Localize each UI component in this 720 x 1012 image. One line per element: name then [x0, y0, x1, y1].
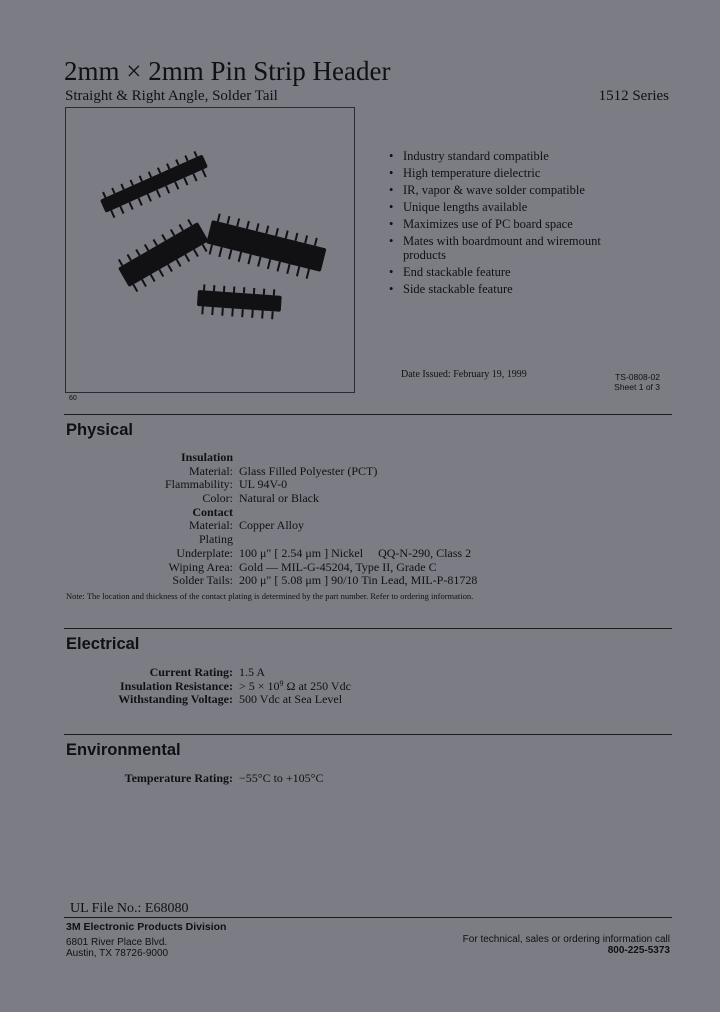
spec-value: Copper Alloy: [239, 518, 304, 533]
photo-id: 60: [69, 395, 77, 402]
spec-value: 100 μ" [ 2.54 μm ] Nickel QQ-N-290, Class 2: [239, 545, 472, 560]
feature-item: • Mates with boardmount and wiremount products: [387, 234, 627, 262]
spec-value: [239, 680, 664, 694]
spec-label: Material:: [189, 463, 233, 478]
spec-group-label: Insulation: [180, 450, 233, 464]
physical-specs: [64, 451, 664, 588]
spec-label: Color:: [202, 491, 233, 506]
document-number: [614, 372, 660, 392]
spec-group-label: Contact: [192, 504, 233, 519]
contact-text: For technical, sales or ordering information call: [462, 934, 670, 945]
spec-label: Current Rating:: [149, 665, 233, 679]
ts-number: TS-0808-02: [615, 372, 660, 382]
spec-value: 500 Vdc at Sea Level: [239, 692, 343, 707]
spec-row: [64, 492, 664, 506]
spec-row: [64, 666, 664, 680]
feature-item: • High temperature dielectric: [387, 166, 627, 180]
feature-item: • Side stackable feature: [387, 282, 627, 296]
environmental-specs: [64, 772, 664, 786]
address-line-2: Austin, TX 78726-9000: [66, 948, 169, 959]
pin-strip-3: [204, 212, 329, 281]
feature-item: • Maximizes use of PC board space: [387, 217, 627, 231]
spec-row: [64, 547, 664, 561]
spec-row: [64, 451, 664, 465]
page-subtitle: Straight & Right Angle, Solder Tail: [65, 88, 278, 104]
date-issued: Date Issued: February 19, 1999: [401, 369, 527, 380]
spec-value: Glass Filled Polyester (PCT): [239, 463, 378, 478]
feature-list: [387, 149, 627, 299]
spec-label: Insulation Resistance:: [119, 678, 233, 693]
spec-label: Withstanding Voltage:: [118, 692, 233, 707]
spec-label: Flammability:: [165, 477, 233, 492]
spec-row: [64, 506, 664, 520]
section-heading-physical: Physical: [66, 421, 133, 439]
pin-strip-1: [98, 149, 212, 220]
division-name: 3M Electronic Products Division: [66, 921, 227, 933]
address-line-1: 6801 River Place Blvd.: [66, 937, 168, 948]
footer-divider: [64, 917, 672, 918]
spec-row: [64, 519, 664, 533]
pin-header-illustration: [66, 108, 354, 392]
spec-label: Plating: [198, 532, 233, 547]
product-photo: [65, 107, 355, 393]
section-heading-environmental: Environmental: [66, 741, 181, 759]
phone-number: 800-225-5373: [607, 945, 670, 956]
feature-item: • End stackable feature: [387, 265, 627, 279]
spec-label: Underplate:: [176, 545, 233, 560]
spec-label: Solder Tails:: [172, 573, 233, 588]
ul-file-number: UL File No.: E68080: [70, 901, 189, 916]
section-heading-electrical: Electrical: [66, 635, 140, 653]
section-divider: [64, 414, 672, 415]
spec-label: Material:: [189, 518, 233, 533]
insulation-exponent: 9: [279, 678, 284, 688]
sheet-number: Sheet 1 of 3: [614, 382, 660, 392]
section-divider: [64, 628, 672, 629]
pin-strip-2: [115, 216, 213, 294]
spec-row: [64, 574, 664, 588]
pin-strip-4: [196, 284, 282, 320]
spec-value: 1.5 A: [239, 665, 266, 679]
page-title: 2mm × 2mm Pin Strip Header: [64, 56, 391, 86]
series-label: 1512 Series: [598, 88, 669, 104]
spec-value: Natural or Black: [239, 491, 319, 506]
section-divider: [64, 734, 672, 735]
spec-value: 200 μ" [ 5.08 μm ] 90/10 Tin Lead, MIL-P-81728: [239, 573, 478, 588]
feature-item: • Industry standard compatible: [387, 149, 627, 163]
spec-row: [64, 465, 664, 479]
spec-label: Wiping Area:: [168, 559, 233, 574]
spec-row: [64, 478, 664, 492]
feature-item: • IR, vapor & wave solder compatible: [387, 183, 627, 197]
insulation-suffix: Ω at 250 Vdc: [283, 678, 351, 693]
spec-value: Gold — MIL-G-45204, Type II, Grade C: [239, 559, 437, 574]
spec-row: [64, 561, 664, 575]
spec-row: [64, 533, 664, 547]
spec-row: [64, 772, 664, 786]
feature-item: • Unique lengths available: [387, 200, 627, 214]
spec-row: [64, 693, 664, 707]
spec-label: Temperature Rating:: [124, 771, 233, 785]
plating-note: Note: The location and thickness of the contact plating is determined by the part number. Refer to ordering information.: [66, 591, 474, 601]
spec-value: UL 94V-0: [239, 477, 288, 492]
insulation-prefix: > 5 × 10: [239, 678, 280, 693]
spec-value: −55°C to +105°C: [239, 771, 324, 785]
spec-row: [64, 680, 664, 694]
electrical-specs: [64, 666, 664, 707]
